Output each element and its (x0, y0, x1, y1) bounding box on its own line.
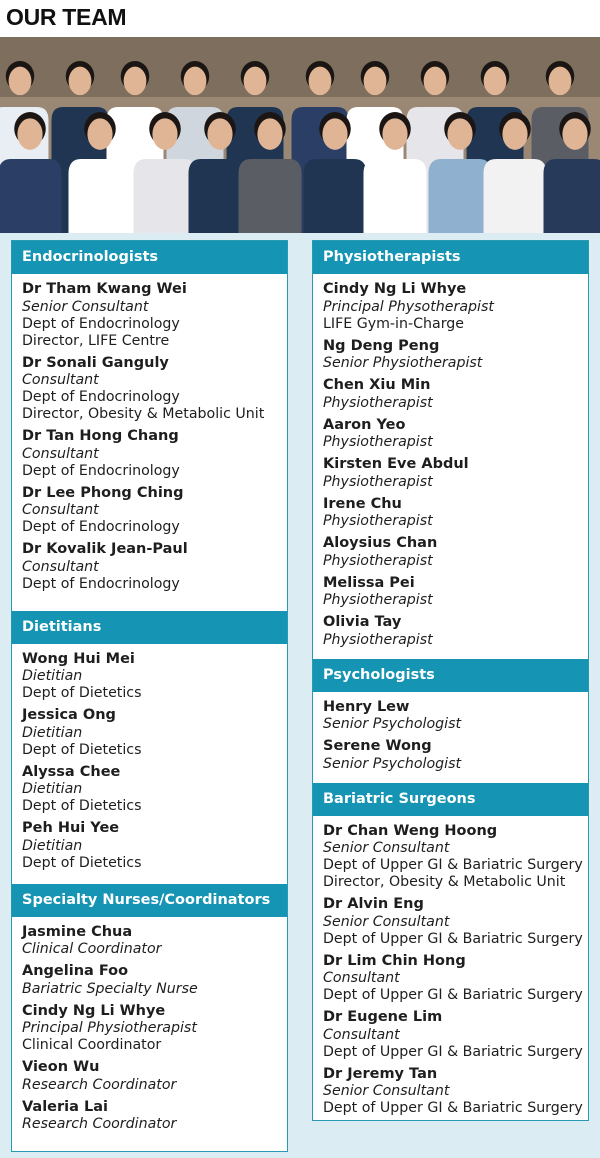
member-role: Consultant (22, 502, 99, 518)
member-name: Aaron Yeo (323, 416, 406, 433)
member-name: Dr Tham Kwang Wei (22, 281, 187, 297)
member-name: Dr Lee Phong Ching (22, 484, 184, 501)
team-member (22, 820, 277, 872)
team-member (323, 1009, 583, 1061)
member-name: Dr Jeremy Tan (323, 1065, 438, 1082)
member-role: Senior Consultant (323, 840, 450, 856)
member-name: Chen Xiu Min (323, 377, 431, 393)
member-name: Jessica Ong (22, 707, 116, 723)
member-detail: Dept of Dietetics (22, 741, 142, 758)
team-member (22, 281, 277, 350)
member-role: Physiotherapist (323, 394, 433, 411)
left-column (11, 240, 288, 1152)
member-detail: Dept of Endocrinology (22, 575, 180, 592)
member-role: Consultant (22, 445, 99, 462)
member-name: Ng Deng Peng (323, 337, 440, 354)
member-role: Principal Physotherapist (323, 298, 494, 315)
member-detail: Dept of Endocrinology (22, 462, 180, 479)
member-name: Serene Wong (323, 738, 432, 754)
member-detail: Dept of Dietetics (22, 854, 142, 871)
member-detail: Dept of Upper GI & Bariatric Surgery (323, 987, 583, 1003)
member-name: Cindy Ng Li Whye (323, 281, 467, 297)
member-detail: Dept of Endocrinology (22, 519, 180, 535)
section-list (12, 274, 287, 606)
member-name: Kirsten Eve Abdul (323, 456, 469, 472)
team-member (22, 963, 277, 998)
member-name: Aloysius Chan (323, 535, 438, 551)
member-name: Dr Lim Chin Hong (323, 952, 466, 969)
member-role: Research Coordinator (22, 1116, 177, 1132)
member-detail: Clinical Coordinator (22, 1037, 162, 1053)
member-detail: Dept of Endocrinology (22, 389, 180, 405)
member-name: Melissa Pei (323, 574, 415, 591)
section-list (12, 644, 287, 885)
section-title: Physiotherapists (313, 241, 588, 274)
member-role: Senior Physiotherapist (323, 355, 483, 371)
member-role: Physiotherapist (323, 473, 433, 490)
section-surgeons (313, 783, 588, 1131)
member-detail: Dept of Dietetics (22, 798, 142, 814)
team-member (22, 1059, 277, 1094)
member-detail: Dept of Upper GI & Bariatric Surgery (323, 857, 583, 873)
member-name: Vieon Wu (22, 1059, 100, 1075)
team-member (323, 377, 578, 412)
member-name: Dr Tan Hong Chang (22, 428, 179, 444)
member-role: Research Coordinator (22, 1076, 177, 1093)
member-role: Senior Consultant (323, 1083, 450, 1099)
member-detail: Dept of Upper GI & Bariatric Surgery (323, 1100, 583, 1116)
section-nurses (12, 884, 287, 1147)
member-detail: Director, Obesity & Metabolic Unit (22, 406, 265, 422)
team-member (323, 614, 578, 649)
team-member (323, 822, 583, 892)
member-detail: Dept of Upper GI & Bariatric Surgery (323, 1043, 583, 1060)
member-detail: Director, Obesity & Metabolic Unit (323, 874, 566, 890)
section-title: Endocrinologists (12, 241, 287, 274)
member-role: Senior Psychologist (323, 755, 462, 772)
member-role: Physiotherapist (323, 513, 433, 529)
member-role: Physiotherapist (323, 631, 433, 648)
team-member (22, 1003, 277, 1055)
member-role: Consultant (323, 1026, 400, 1043)
member-role: Physiotherapist (323, 552, 433, 569)
member-name: Dr Alvin Eng (323, 896, 424, 912)
section-list (12, 917, 287, 1147)
member-name: Olivia Tay (323, 614, 402, 630)
team-member (323, 896, 583, 948)
section-title: Bariatric Surgeons (313, 783, 588, 816)
section-list (313, 816, 588, 1131)
member-name: Dr Eugene Lim (323, 1009, 443, 1025)
right-column (312, 240, 589, 1121)
member-name: Dr Kovalik Jean-Paul (22, 541, 188, 557)
team-member (323, 338, 578, 373)
team-member (22, 428, 277, 480)
member-role: Principal Physiotherapist (22, 1020, 197, 1036)
team-member (323, 699, 578, 734)
team-member (22, 485, 277, 537)
member-role: Dietitian (22, 668, 83, 684)
team-member (323, 496, 578, 531)
member-role: Senior Psychologist (323, 716, 462, 732)
team-photo (0, 37, 600, 233)
member-name: Wong Hui Mei (22, 650, 135, 667)
member-name: Jasmine Chua (22, 923, 133, 940)
member-name: Irene Chu (323, 495, 402, 512)
member-role: Clinical Coordinator (22, 941, 162, 957)
member-role: Dietitian (22, 781, 83, 797)
member-role: Consultant (22, 372, 99, 388)
member-detail: Dept of Dietetics (22, 685, 142, 701)
team-member (22, 924, 277, 959)
member-role: Senior Consultant (323, 913, 450, 930)
page-title: OUR TEAM (6, 4, 127, 30)
section-title: Psychologists (313, 659, 588, 692)
team-member (22, 1099, 277, 1134)
section-dietitians (12, 611, 287, 885)
member-role: Physiotherapist (323, 592, 433, 608)
member-role: Consultant (22, 558, 99, 575)
team-member (22, 355, 277, 424)
member-detail: Dept of Upper GI & Bariatric Surgery (323, 930, 583, 947)
section-list (313, 274, 588, 662)
member-name: Peh Hui Yee (22, 820, 120, 836)
member-name: Cindy Ng Li Whye (22, 1002, 166, 1019)
team-member (323, 535, 578, 570)
team-member (22, 651, 277, 703)
member-role: Dietitian (22, 837, 83, 854)
member-role: Senior Consultant (22, 298, 149, 315)
member-role: Bariatric Specialty Nurse (22, 980, 198, 997)
team-member (323, 456, 578, 491)
member-detail: Dept of Endocrinology (22, 315, 180, 332)
member-role: Consultant (323, 970, 400, 986)
team-photo-illustration (0, 37, 600, 233)
member-detail: LIFE Gym-in-Charge (323, 315, 465, 332)
team-member (323, 281, 578, 333)
team-member (22, 541, 277, 593)
member-name: Alyssa Chee (22, 763, 121, 780)
section-title: Specialty Nurses/Coordinators (12, 884, 287, 917)
team-member (22, 764, 277, 816)
member-role: Physiotherapist (323, 434, 433, 450)
section-title: Dietitians (12, 611, 287, 644)
member-role: Dietitian (22, 724, 83, 741)
section-physiotherapists (313, 241, 588, 662)
member-name: Angelina Foo (22, 963, 129, 979)
team-member (323, 575, 578, 610)
section-psychologists (313, 659, 588, 786)
team-member (22, 707, 277, 759)
member-name: Henry Lew (323, 698, 410, 715)
member-name: Dr Chan Weng Hoong (323, 822, 498, 839)
member-name: Dr Sonali Ganguly (22, 354, 169, 371)
team-member (323, 1065, 583, 1118)
team-member (323, 952, 583, 1005)
section-list (313, 692, 588, 786)
member-detail: Director, LIFE Centre (22, 332, 170, 349)
team-member (323, 417, 578, 452)
team-member (323, 738, 578, 773)
member-name: Valeria Lai (22, 1098, 108, 1115)
section-endocrinologists (12, 241, 287, 606)
